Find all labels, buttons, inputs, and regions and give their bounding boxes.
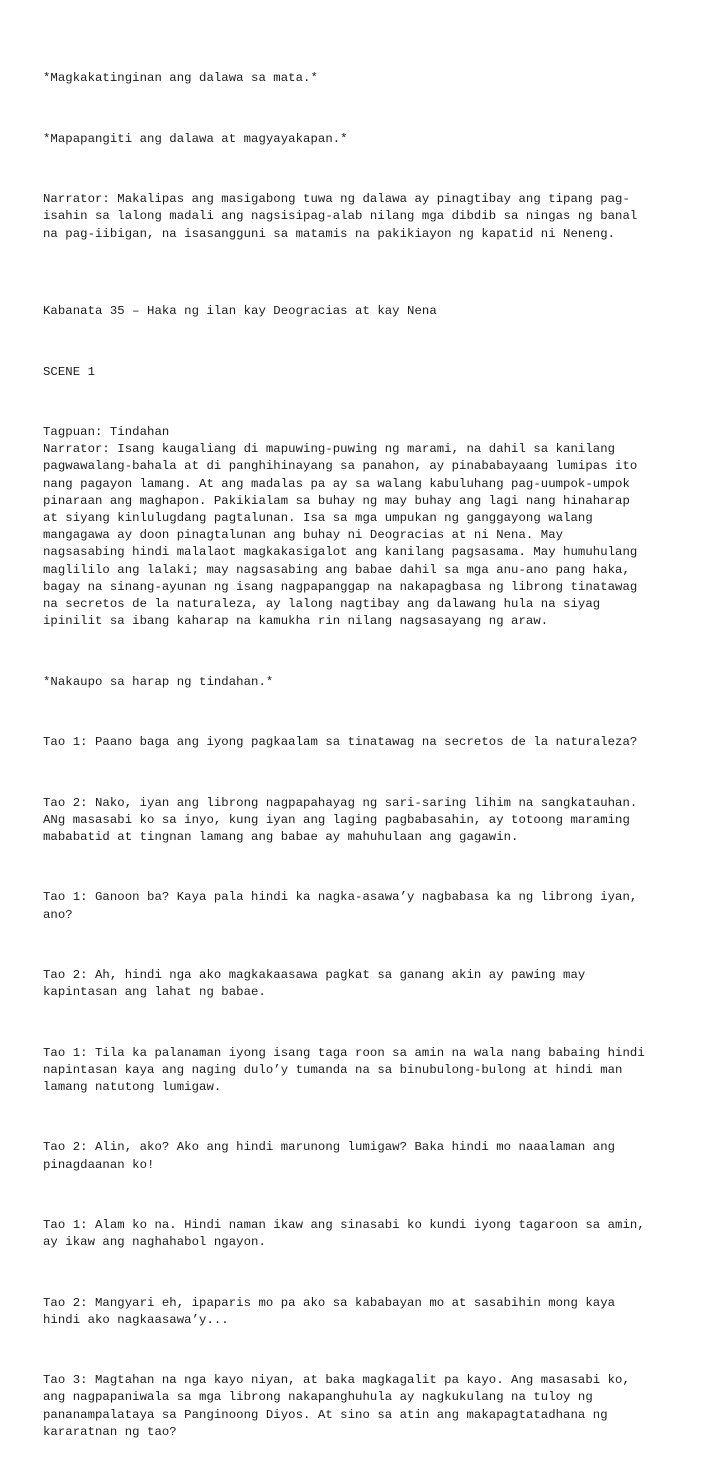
- narrator-paragraph: Tagpuan: Tindahan Narrator: Isang kaugaliang di mapuwing-puwing ng marami, na dahil sa kanilang pagwawalang-bahala at di panghihinayang sa panahon, ay pinababayaang lumipas ito nang pagayon lamang. At ang madalas pa ay sa walang kabuluhang pag-uumpok-umpok pinaraan ang maghapon. Pakikialam sa buhay ng may buhay ang lagi nang hinaharap at siyang kinlulugdang pagtalunan. Isa sa mga umpukan ng ganggayong walang mangagawa ay doon pinagtalunan ang buhay ni Deogracias at ni Nena. May nagsasabing hindi malalaot magkakasigalot ang kanilang pagsasama. May humuhulang maglililo ang lalaki; may nagsasabing ang babae dahil sa mga anu-ano pang haka, bagay na sinang-ayunan ng isang nagpapanggap na nakapagbasa ng librong tinatawag na secretos de la naturaleza, ay lalong nagtibay ang dalawang hula na siyag ipinilit sa ibang kaharap na kamukha rin nilang nagsasayang ng araw.: [43, 425, 638, 629]
- dialogue-line: Tao 2: Alin, ako? Ako ang hindi marunong lumigaw? Baka hindi mo naaalaman ang pinagdaanan ko!: [43, 1140, 616, 1172]
- narrator-paragraph: Narrator: Makalipas ang masigabong tuwa ng dalawa ay pinagtibay ang tipang pag- isahin sa lalong madali ang nagsisipag-alab nilang mga dibdib sa ningas ng banal na pag-iibigan, na isasangguni sa matamis na pakikiayon ng kapatid ni Neneng.: [43, 192, 638, 241]
- scene-heading: SCENE 1: [43, 364, 96, 379]
- dialogue-line: Tao 2: Ah, hindi nga ako magkakaasawa pagkat sa ganang akin ay pawing may kapintasan ang lahat ng babae.: [43, 967, 586, 1000]
- stage-direction: *Magkakatinginan ang dalawa sa mata.*: [43, 71, 318, 86]
- stage-direction: *Mapapangiti ang dalawa at magyayakapan.*: [43, 131, 348, 146]
- stage-direction: *Nakaupo sa harap ng tindahan.*: [43, 674, 274, 689]
- document-body: [43, 36, 693, 1467]
- dialogue-line: Tao 1: Tila ka palanaman iyong isang taga roon sa amin na wala nang babaing hindi napintasan kaya ang naging dulo’y tumanda na sa binubulong-bulong at hindi man lamang natutong lumigaw.: [43, 1045, 645, 1094]
- dialogue-line: Tao 2: Nako, iyan ang librong nagpapahayag ng sari-saring lihim na sangkatauhan. ANg masasabi ko sa inyo, kung iyan ang laging pagbabasahin, ay totoong maraming mababatid at tingnan lamang ang babae ay mahuhulaan ang gagawin.: [43, 795, 638, 844]
- dialogue-line: Tao 3: Magtahan na nga kayo niyan, at baka magkagalit pa kayo. Ang masasabi ko, ang nagpapaniwala sa mga librong nakapanghuhula ay nagkukulang na tuloy ng pananampalataya sa Panginoong Diyos. At sino sa atin ang makapagtatadhana ng kararatnan ng tao?: [43, 1373, 630, 1439]
- dialogue-line: Tao 2: Mangyari eh, ipaparis mo pa ako sa kababayan mo at sasabihin mong kaya hindi ako nagkaasawa’y...: [43, 1295, 616, 1327]
- dialogue-line: Tao 1: Paano baga ang iyong pagkaalam sa tinatawag na secretos de la naturaleza?: [43, 735, 638, 750]
- dialogue-line: Tao 1: Alam ko na. Hindi naman ikaw ang sinasabi ko kundi iyong tagaroon sa amin, ay ikaw ang naghahabol ngayon.: [43, 1217, 645, 1250]
- chapter-heading: Kabanata 35 – Haka ng ilan kay Deogracias at kay Nena: [43, 304, 437, 319]
- dialogue-line: Tao 1: Ganoon ba? Kaya pala hindi ka nagka-asawa’y nagbabasa ka ng librong iyan, ano?: [43, 890, 638, 922]
